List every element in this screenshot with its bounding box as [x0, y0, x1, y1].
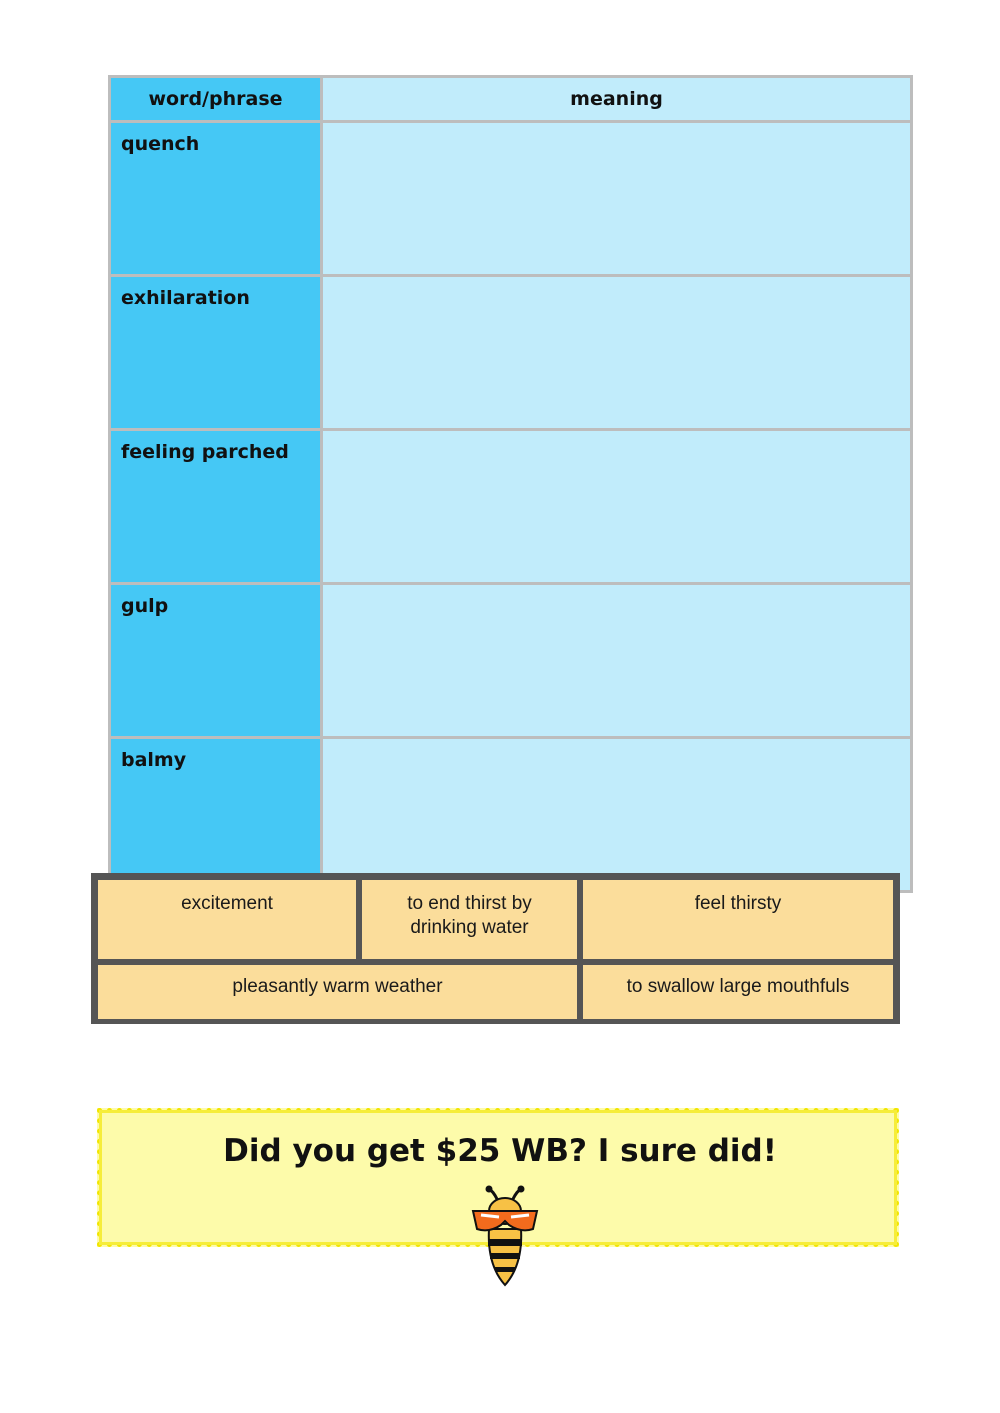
table-row	[110, 430, 912, 584]
word-bank-card[interactable]: excitement	[98, 880, 356, 959]
meaning-cell[interactable]	[322, 584, 912, 738]
table-row	[110, 276, 912, 430]
word-bank-card[interactable]: feel thirsty	[583, 880, 893, 959]
vocabulary-table	[108, 75, 913, 893]
header-meaning: meaning	[322, 77, 912, 122]
word-bank-card[interactable]: to swallow large mouthfuls	[583, 965, 893, 1019]
meaning-cell[interactable]	[322, 738, 912, 892]
word-bank-card[interactable]: to end thirst by drinking water	[362, 880, 577, 959]
word-cell: quench	[110, 122, 322, 276]
table-row	[110, 584, 912, 738]
meaning-cell[interactable]	[322, 430, 912, 584]
header-word-phrase: word/phrase	[110, 77, 322, 122]
word-bank	[91, 873, 900, 1024]
bee-with-sunglasses-icon	[467, 1185, 543, 1289]
meaning-cell[interactable]	[322, 122, 912, 276]
word-bank-card[interactable]: pleasantly warm weather	[98, 965, 577, 1019]
word-cell: balmy	[110, 738, 322, 892]
word-cell: exhilaration	[110, 276, 322, 430]
table-row	[110, 738, 912, 892]
word-cell: feeling parched	[110, 430, 322, 584]
meaning-cell[interactable]	[322, 276, 912, 430]
table-row	[110, 122, 912, 276]
word-cell: gulp	[110, 584, 322, 738]
banner-text: Did you get $25 WB? I sure did!	[223, 1133, 777, 1169]
